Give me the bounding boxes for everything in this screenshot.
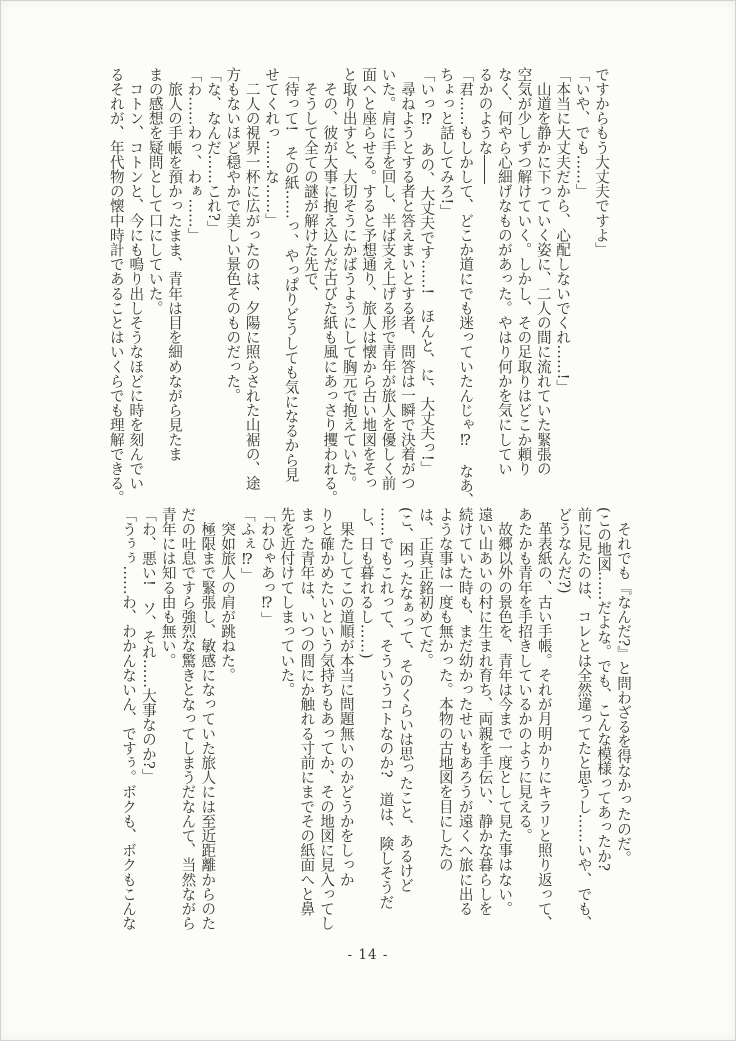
text-column: (こ、困ったなぁって、そのくらいは思ったこと、あるけど	[397, 507, 415, 893]
text-column: せてくれっ……な……」	[263, 67, 281, 228]
text-column: まった青年は、いつの間にか触れる寸前にまでその紙面へと鼻	[298, 507, 316, 916]
text-column: だの吐息ですら強烈な驚きとなってしまうだなんて、当然ながら	[179, 507, 197, 931]
text-column: 山道を静かに下っていく姿に、二人の間に流れていた緊張の	[534, 67, 552, 476]
text-column: 「ふぇ⁉」	[238, 507, 256, 583]
text-column: 「待って! その紙……っ、やっぱりどうしても気になるから見	[282, 67, 300, 482]
text-column: ……でもこれって、そういうコトなのか? 道は、険しそうだ	[377, 507, 395, 910]
bottom-text-block	[118, 507, 633, 953]
text-column: あたかも青年を手招きしているかのように見える。	[516, 507, 534, 843]
text-column: 突如旅人の肩が跳ねた。	[219, 507, 237, 683]
text-column: 面へと座らせる。すると予想通り、旅人は懐から古い地図をそっ	[360, 67, 378, 491]
text-column: 「うぅぅ……わ、わかんないん、ですぅ。ボクも、ボクもこんな	[120, 507, 138, 931]
page-number: - 14 -	[347, 947, 389, 963]
text-column: 二人の視界一杯に広がったのは、夕陽に照らされた山裾の、途	[243, 67, 261, 491]
text-column: 遠い山あいの村に生まれ育ち、両親を手伝い、静かな暮らしを	[476, 507, 494, 916]
text-column: 前に見たのは、コレとは全然違ってたと思うし……いや、でも、	[575, 507, 593, 931]
text-column: 方もないほど穏やかで美しい景色そのものだった。	[224, 67, 242, 403]
text-column: コトン、コトンと、今にも鳴り出しそうなほどに時を刻んでい	[127, 67, 145, 491]
top-text-block	[106, 67, 611, 519]
text-column: 極限まで緊張し、敏感になっていた旅人には至近距離からのた	[199, 507, 217, 931]
text-column: 革表紙の、古い手帳。それが月明かりにキラリと照り返って、	[535, 507, 553, 931]
text-column: いた。肩に手を回し、半ば支え上げる形で青年が旅人を優しく前	[379, 67, 397, 491]
text-column: 空気が少しずつ解けていく。しかし、その足取りはどこか頼り	[515, 67, 533, 476]
text-column: どうなんだ?)	[555, 507, 573, 594]
text-column: 先を近付けてしまっていた。	[278, 507, 296, 697]
text-column: そうして全ての謎が解けた先で、	[301, 67, 319, 301]
text-column: 「いや、でも……」	[573, 67, 591, 199]
text-column: なく、何やら心細げなものがあった。やはり何かを気にしてい	[495, 67, 513, 476]
text-column: (この地図……だよな。でも、こんな模様ってあったか?	[595, 507, 613, 871]
text-column: 果たしてこの道順が本当に問題無いのかどうかをしっか	[337, 507, 355, 887]
text-column: ような事は一度も無かった。本物の古地図を目にしたの	[436, 507, 454, 872]
text-column: は、正真正銘初めてだ。	[417, 507, 435, 668]
text-column: 「な、なんだ……これ?」	[204, 67, 222, 236]
text-column: 続けていた時も、まだ幼かったせいもあろうが遠くへ旅に出る	[456, 507, 474, 916]
text-column: と取り出すと、大切そうにかばうようにして胸元で抱えていた。	[340, 67, 358, 491]
text-column: ですからもう大丈夫ですよ」	[593, 67, 610, 257]
text-column: 「本当に大丈夫だから、心配しないでくれ……!」	[554, 67, 572, 395]
text-column: 旅人の手帳を預かったまま、青年は目を細めながら見たま	[166, 67, 184, 462]
text-column: 青年には知る由も無い。	[159, 507, 177, 668]
text-column: し、日も暮れるし……)	[357, 507, 375, 659]
text-column: るかのような――	[476, 67, 494, 184]
text-column: その、彼が大事に抱え込んだ古びた紙も風にあっさり攫われる。	[321, 67, 339, 505]
text-column: 尋ねようとする者と答えまいとする者、問答は一瞬で決着がつ	[398, 67, 416, 491]
text-column: 「わ、悪い! ソ、それ……大事なのか?」	[139, 507, 157, 784]
text-column: 「君……もしかして、どこか道にでも迷っていたんじゃ⁉ なあ、	[457, 67, 475, 508]
text-column: 故郷以外の景色を、青年は今まで一度として見た事はない。	[496, 507, 514, 916]
text-column: ちょっと話してみろ!」	[437, 67, 455, 219]
text-column: まの感想を疑問として口にしていた。	[146, 67, 164, 316]
text-column: 「いっ⁉ あの、大丈夫です……! ほんと、に、大丈夫っ!」	[418, 67, 436, 476]
text-column: それでも『なんだ?』と問わざるを得なかったのだ。	[615, 507, 632, 866]
text-column: 「わ……わっ、わぁ……」	[185, 67, 203, 243]
text-column: 「わひゃあっ⁉」	[258, 507, 276, 627]
text-column: りと確かめたいという気持ちもあってか、その地図に見入ってし	[318, 507, 336, 931]
text-column: るそれが、年代物の懐中時計であることはいくらでも理解できる。	[107, 67, 125, 505]
